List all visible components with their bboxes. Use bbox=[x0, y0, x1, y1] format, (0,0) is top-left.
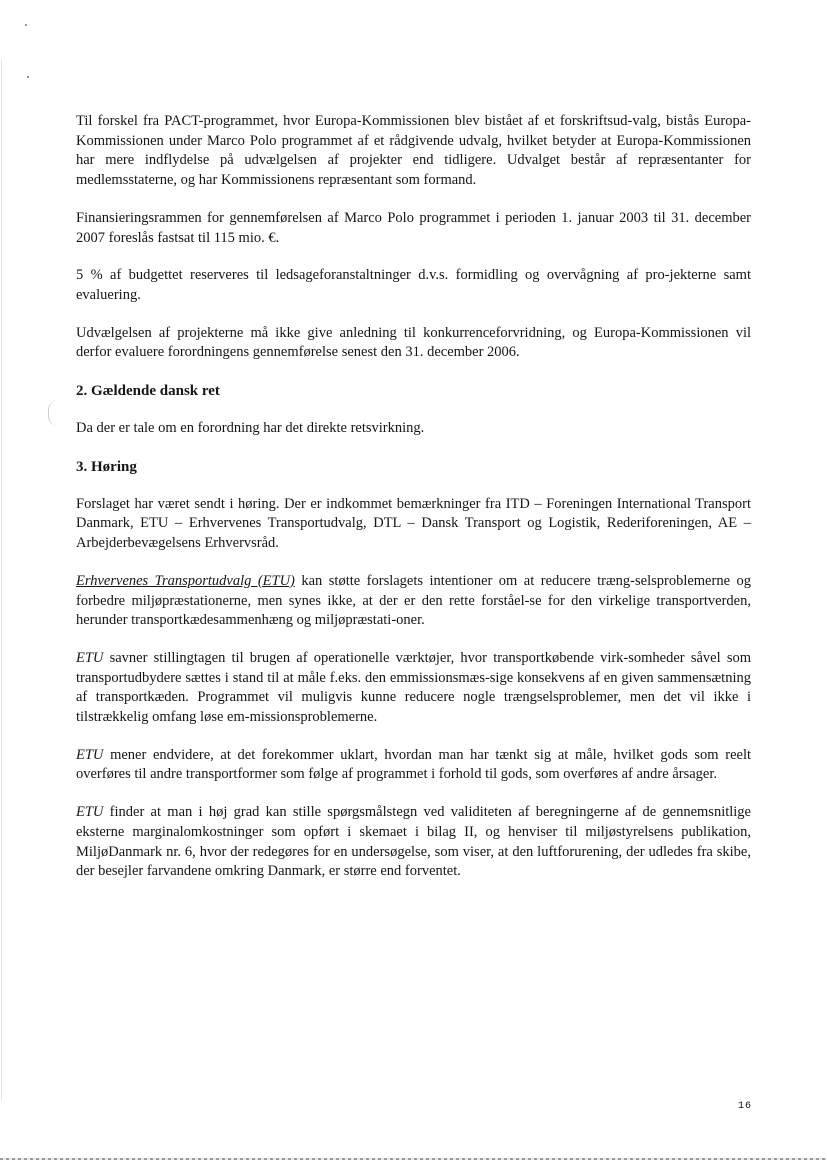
paragraph-direct-effect: Da der er tale om en forordning har det direkte retsvirkning. bbox=[76, 420, 425, 437]
paragraph-etu-tools bbox=[76, 649, 751, 728]
etu-abbrev: ETU bbox=[76, 649, 104, 666]
paragraph-etu-validity bbox=[76, 803, 751, 882]
margin-mark bbox=[48, 400, 59, 426]
heading-current-danish-law: 2. Gældende dansk ret bbox=[76, 383, 220, 400]
scan-edge-left bbox=[1, 60, 2, 1100]
etu-abbrev: ETU bbox=[76, 746, 104, 763]
page-number: 16 bbox=[738, 1101, 753, 1112]
etu-full-name: Erhvervenes Transportudvalg (ETU) bbox=[76, 572, 295, 589]
scan-speck bbox=[25, 24, 27, 26]
paragraph-budget-reserve: 5 % af budgettet reserveres til ledsageforanstaltninger d.v.s. formidling og overvågning af pro-jekterne samt evaluering. bbox=[76, 267, 751, 303]
paragraph-financing: Finansieringsrammen for gennemførelsen af Marco Polo programmet i perioden 1. januar 2003 til 31. december 2007 foreslås fastsat til 115 mio. €. bbox=[76, 209, 751, 246]
paragraph-etu-measurement bbox=[76, 746, 751, 785]
paragraph-etu-tools-text: savner stillingtagen til brugen af operationelle værktøjer, hvor transportkøbende virk-somheder såvel som transportudbydere sættes i stand til at måle f.eks. den emmissionsmæs-sige konsekvens af en given sammensætning af transportkæden. Programmet vil muligvis kunne reducere nogle trængselsproblemer, men det vil ikke i tilstrækkelig omfang løse em-missionsproblemerne. bbox=[76, 649, 751, 726]
scan-edge-bottom bbox=[0, 1158, 827, 1160]
paragraph-etu-measurement-text: mener endvidere, at det forekommer uklart, hvordan man har tænkt sig at måle, hvilket gods som reelt overføres til andre transportformer som følge af programmet i forhold til gods, som overføres af andre årsager. bbox=[76, 746, 751, 783]
paragraph-etu-support-text: kan støtte forslagets intentioner om at reducere træng-selsproblemerne og forbedre miljøpræstationerne, men synes ikke, at der er den rette forståel-se for den virkelige transportverden, herunder transportkædesammenhæng og miljøpræstati-oner. bbox=[76, 572, 751, 629]
document-body bbox=[76, 112, 751, 900]
heading-consultation: 3. Høring bbox=[76, 458, 137, 475]
etu-abbrev: ETU bbox=[76, 804, 104, 821]
paragraph-etu-validity-text: finder at man i høj grad kan stille spørgsmålstegn ved validiteten af beregningerne af de gennemsnitlige eksterne marginalomkostninger som opført i skemaet i bilag II, og henviser til miljøstyrelsens publikation, MiljøDanmark nr. 6, hvor der redegøres for en undersøgelse, som viser, at den luftforurening, der udledes fra skibe, der besejler farvandene omkring Danmark, er større end forventet. bbox=[76, 804, 751, 880]
paragraph-etu-support bbox=[76, 572, 751, 631]
paragraph-consultation-responses: Forslaget har været sendt i høring. Der er indkommet bemærkninger fra ITD – Foreningen International Transport Danmark, ETU – Erhvervenes Transportudvalg, DTL – Dansk Transport og Logistik, Rederiforeningen, AE – Arbejderbevægelsens Erhvervsråd. bbox=[76, 495, 751, 552]
paragraph-pact-comparison: Til forskel fra PACT-programmet, hvor Europa-Kommissionen blev bistået af et forskriftsud-valg, bistås Europa-Kommissionen under Marco Polo programmet af et rådgivende udvalg, hvilket betyder at Europa-Kommissionen har mere indflydelse på udvælgelsen af projekter end tidligere. Udvalget består af repræsentanter for medlemsstaterne, og har Kommissionens repræsentant som formand. bbox=[76, 113, 751, 189]
scan-speck bbox=[27, 76, 29, 78]
paragraph-evaluation: Udvælgelsen af projekterne må ikke give anledning til konkurrenceforvridning, og Europa-Kommissionen vil derfor evaluere forordningens gennemførelse senest den 31. december 2006. bbox=[76, 324, 751, 361]
